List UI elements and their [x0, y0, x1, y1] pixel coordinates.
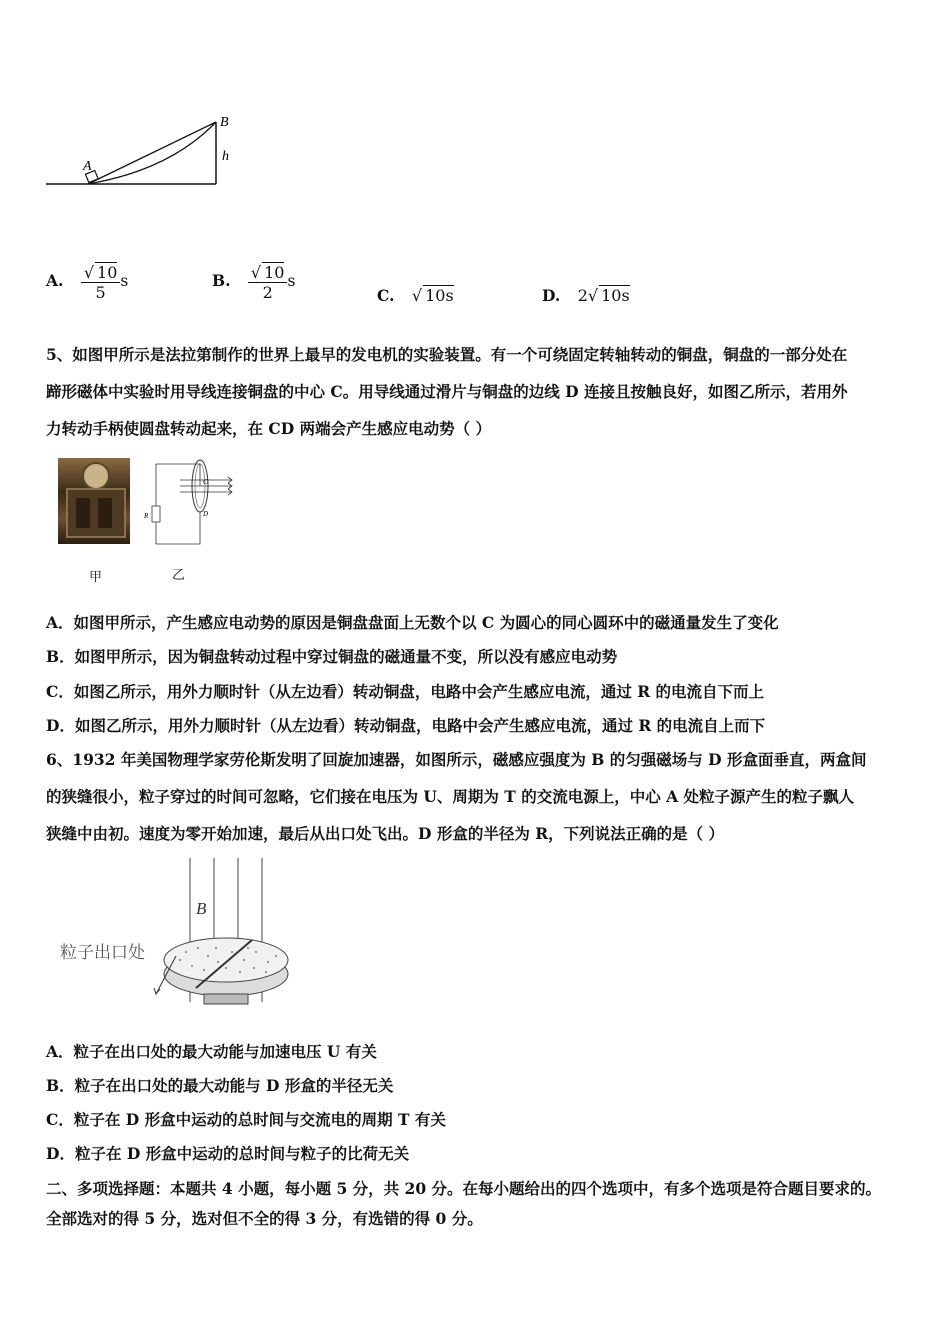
section-2-line-2: 全部选对的得 5 分，选对但不全的得 3 分，有选错的得 0 分。	[46, 1209, 483, 1228]
q5-line-2: 蹄形磁体中实验时用导线连接铜盘的中心 C。用导线通过滑片与铜盘的边线 D 连接且按触良好，如图乙所示，若用外	[46, 382, 848, 401]
d-box-top	[164, 938, 288, 982]
label-exit: 粒子出口处	[60, 943, 145, 963]
q4-option-a: A. $\frac{√ 10}{5}$ s	[46, 263, 129, 302]
incline-line	[88, 122, 216, 184]
q6-line-3: 狭缝中由初。速度为零开始加速，最后从出口处飞出。D 形盒的半径为 R，下列说法正确的是（ ）	[46, 824, 725, 843]
label-h: h	[222, 149, 229, 164]
caption-jia: 甲	[89, 570, 103, 585]
q6-stem	[46, 741, 912, 852]
section-2-heading	[46, 1174, 916, 1234]
circuit-diagram-yi	[140, 456, 240, 550]
label-b: B	[220, 115, 229, 130]
label-d-yi: D	[203, 510, 209, 518]
incline-figure	[40, 108, 250, 194]
q6-option-b: B．粒子在出口处的最大动能与 D 形盒的半径无关	[46, 1076, 394, 1095]
q5-option-b: B．如图甲所示，因为铜盘转动过程中穿过铜盘的磁通量不变，所以没有感应电动势	[46, 647, 618, 666]
q6-option-a: A．粒子在出口处的最大动能与加速电压 U 有关	[46, 1042, 377, 1061]
q5-line-1: 5、如图甲所示是法拉第制作的世界上最早的发电机的实验装置。有一个可绕固定转轴转动的铜盘，铜盘的一部分处在	[46, 345, 848, 364]
section-2-line-1: 二、多项选择题：本题共 4 小题，每小题 5 分，共 20 分。在每小题给出的四个选项中，有多个选项是符合题目要求的。	[46, 1179, 882, 1198]
q6-line-1: 6、1932 年美国物理学家劳伦斯发明了回旋加速器，如图所示，磁感应强度为 B 的匀强磁场与 D 形盒面垂直，两盒间	[46, 750, 867, 769]
q6-line-2: 的狭缝很小，粒子穿过的时间可忽略，它们接在电压为 U、周期为 T 的交流电源上，中心 A 处粒子源产生的粒子飘人	[46, 787, 855, 806]
q5-stem	[46, 336, 912, 447]
resistor-r	[152, 506, 160, 522]
q6-option-d: D．粒子在 D 形盒中运动的总时间与粒子的比荷无关	[46, 1144, 410, 1163]
label-r-yi: R	[144, 512, 149, 520]
q4-option-d: D. 2√ 10s	[542, 286, 630, 305]
cyclotron-figure	[56, 852, 296, 1016]
q5-line-3: 力转动手柄使圆盘转动起来，在 CD 两端会产生感应电动势（ ）	[46, 419, 491, 438]
label-a: A	[83, 159, 92, 174]
q6-option-c: C．粒子在 D 形盒中运动的总时间与交流电的周期 T 有关	[46, 1110, 446, 1129]
faraday-photo	[58, 458, 130, 544]
caption-yi: 乙	[172, 568, 186, 583]
q4-option-b: B. $\frac{√ 10}{2}$ s	[212, 263, 296, 302]
q4-option-c: C. √ 10s	[377, 286, 454, 305]
q5-option-c: C．如图乙所示，用外力顺时针（从左边看）转动铜盘，电路中会产生感应电流，通过 R 的电流自下而上	[46, 682, 765, 701]
q5-option-a: A．如图甲所示，产生感应电动势的原因是铜盘盘面上无数个以 C 为圆心的同心圆环中的磁通量发生了变化	[46, 613, 779, 632]
d-base	[204, 994, 248, 1004]
label-c-yi: C	[203, 478, 208, 486]
label-b-field: B	[196, 899, 207, 918]
q5-option-d: D．如图乙所示，用外力顺时针（从左边看）转动铜盘，电路中会产生感应电流，通过 R 的电流自上而下	[46, 716, 766, 735]
